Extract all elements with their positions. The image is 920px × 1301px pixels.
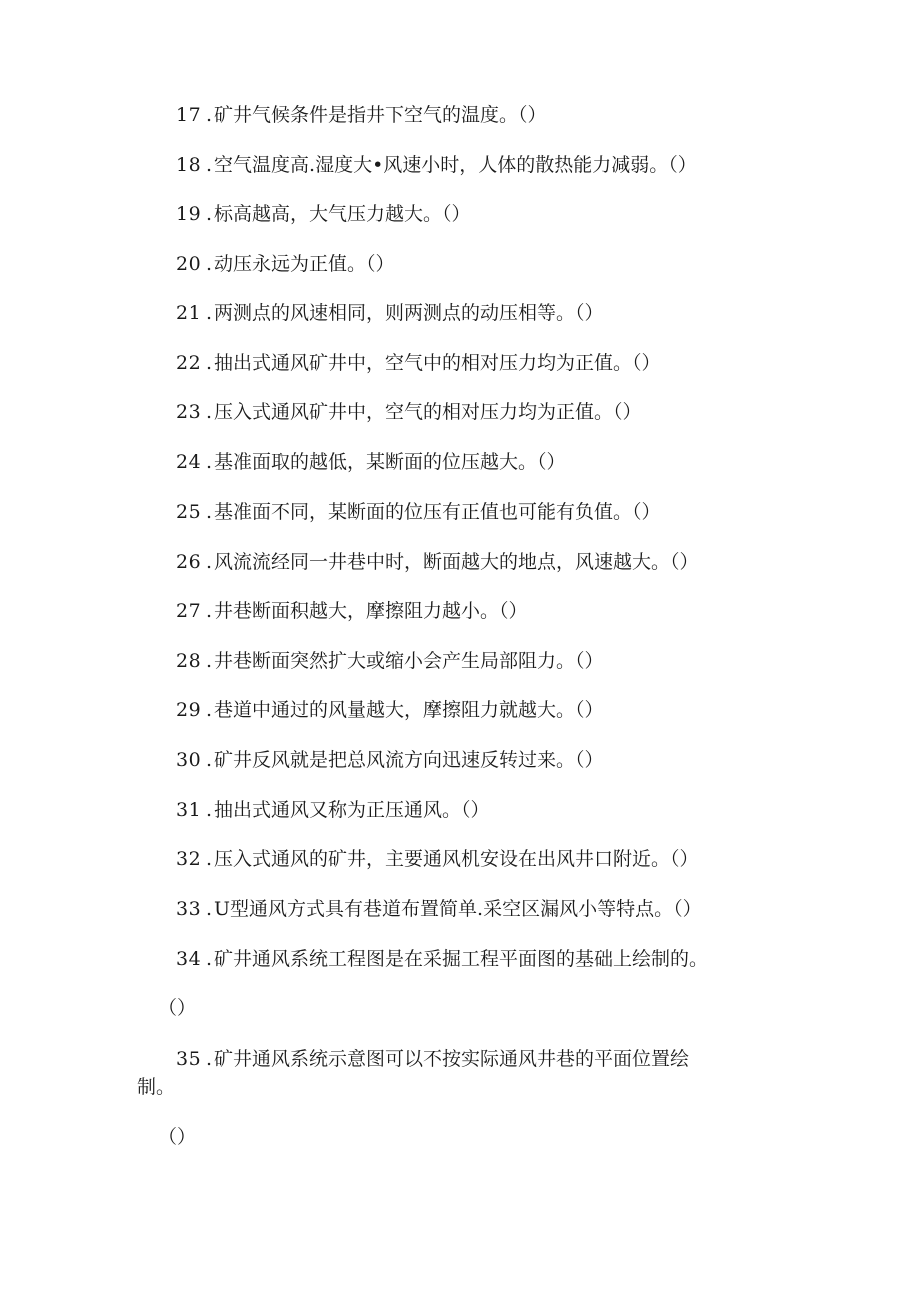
question-text: U型通风方式具有巷道布置简单.采空区漏风小等特点。（） xyxy=(214,898,702,920)
question-separator: . xyxy=(206,1048,213,1070)
question-text: 两测点的风速相同，则两测点的动压相等。（） xyxy=(214,302,604,324)
question-separator: . xyxy=(206,848,213,870)
question-separator: . xyxy=(206,451,213,473)
question-separator: . xyxy=(206,650,213,672)
question-separator: . xyxy=(206,302,213,324)
question-31 xyxy=(176,798,490,822)
question-text: 空气温度高.湿度大•风速小时，人体的散热能力减弱。（） xyxy=(214,154,697,176)
question-separator: . xyxy=(206,898,213,920)
question-26 xyxy=(176,550,699,574)
question-number: 30 xyxy=(176,749,202,771)
question-29 xyxy=(176,698,604,722)
question-number: 26 xyxy=(176,551,202,573)
question-30 xyxy=(176,748,604,772)
question-text: 标高越高，大气压力越大。（） xyxy=(214,203,471,225)
question-text: 抽出式通风又称为正压通风。（） xyxy=(214,799,490,821)
question-17 xyxy=(176,103,547,127)
question-number: 35 xyxy=(176,1048,202,1070)
question-number: 32 xyxy=(176,848,202,870)
question-34-answer-parens: （） xyxy=(158,997,197,1019)
question-number: 29 xyxy=(176,699,202,721)
question-number: 25 xyxy=(176,501,202,523)
question-text: 井巷断面积越大，摩擦阻力越小。（） xyxy=(214,600,528,622)
question-24 xyxy=(176,450,566,474)
question-separator: . xyxy=(206,104,213,126)
question-35-continuation: 制。 xyxy=(137,1076,176,1098)
question-number: 19 xyxy=(176,203,202,225)
question-separator: . xyxy=(206,253,213,275)
question-separator: . xyxy=(206,699,213,721)
question-20 xyxy=(176,252,395,276)
question-21 xyxy=(176,301,604,325)
question-separator: . xyxy=(206,799,213,821)
question-separator: . xyxy=(206,154,213,176)
question-separator: . xyxy=(206,600,213,622)
question-33 xyxy=(176,897,702,921)
question-text: 矿井气候条件是指井下空气的温度。（） xyxy=(214,104,547,126)
question-number: 18 xyxy=(176,154,202,176)
question-19 xyxy=(176,202,471,226)
question-separator: . xyxy=(206,551,213,573)
question-34 xyxy=(176,947,708,971)
question-number: 21 xyxy=(176,302,202,324)
question-number: 28 xyxy=(176,650,202,672)
question-number: 20 xyxy=(176,253,202,275)
question-23 xyxy=(176,400,642,424)
question-text: 动压永远为正值。（） xyxy=(214,253,395,275)
question-number: 22 xyxy=(176,352,202,374)
question-text: 矿井反风就是把总风流方向迅速反转过来。（） xyxy=(214,749,604,771)
question-18 xyxy=(176,153,697,177)
question-number: 34 xyxy=(176,948,202,970)
question-number: 23 xyxy=(176,401,202,423)
question-25 xyxy=(176,500,661,524)
question-27 xyxy=(176,599,528,623)
question-text: 风流流经同一井巷中时，断面越大的地点，风速越大。（） xyxy=(214,551,699,573)
question-separator: . xyxy=(206,948,213,970)
question-text: 巷道中通过的风量越大，摩擦阻力就越大。（） xyxy=(214,699,604,721)
question-number: 24 xyxy=(176,451,202,473)
question-text: 井巷断面突然扩大或缩小会产生局部阻力。（） xyxy=(214,650,604,672)
question-separator: . xyxy=(206,749,213,771)
question-number: 33 xyxy=(176,898,202,920)
question-separator: . xyxy=(206,501,213,523)
question-number: 17 xyxy=(176,104,202,126)
question-separator: . xyxy=(206,401,213,423)
question-32 xyxy=(176,847,699,871)
question-text: 压入式通风矿井中，空气的相对压力均为正值。（） xyxy=(214,401,642,423)
question-35-answer-parens: （） xyxy=(158,1126,197,1148)
question-text: 抽出式通风矿井中，空气中的相对压力均为正值。（） xyxy=(214,352,661,374)
question-text: 基准面不同，某断面的位压有正值也可能有负值。（） xyxy=(214,501,661,523)
question-separator: . xyxy=(206,203,213,225)
question-text: 矿井通风系统工程图是在采掘工程平面图的基础上绘制的。 xyxy=(214,948,709,970)
question-number: 31 xyxy=(176,799,202,821)
question-35 xyxy=(176,1047,689,1071)
question-28 xyxy=(176,649,604,673)
question-text: 压入式通风的矿井，主要通风机安设在出风井口附近。（） xyxy=(214,848,699,870)
question-22 xyxy=(176,351,661,375)
question-text: 矿井通风系统示意图可以不按实际通风井巷的平面位置绘 xyxy=(214,1048,690,1070)
question-separator: . xyxy=(206,352,213,374)
question-number: 27 xyxy=(176,600,202,622)
question-text: 基准面取的越低，某断面的位压越大。（） xyxy=(214,451,566,473)
